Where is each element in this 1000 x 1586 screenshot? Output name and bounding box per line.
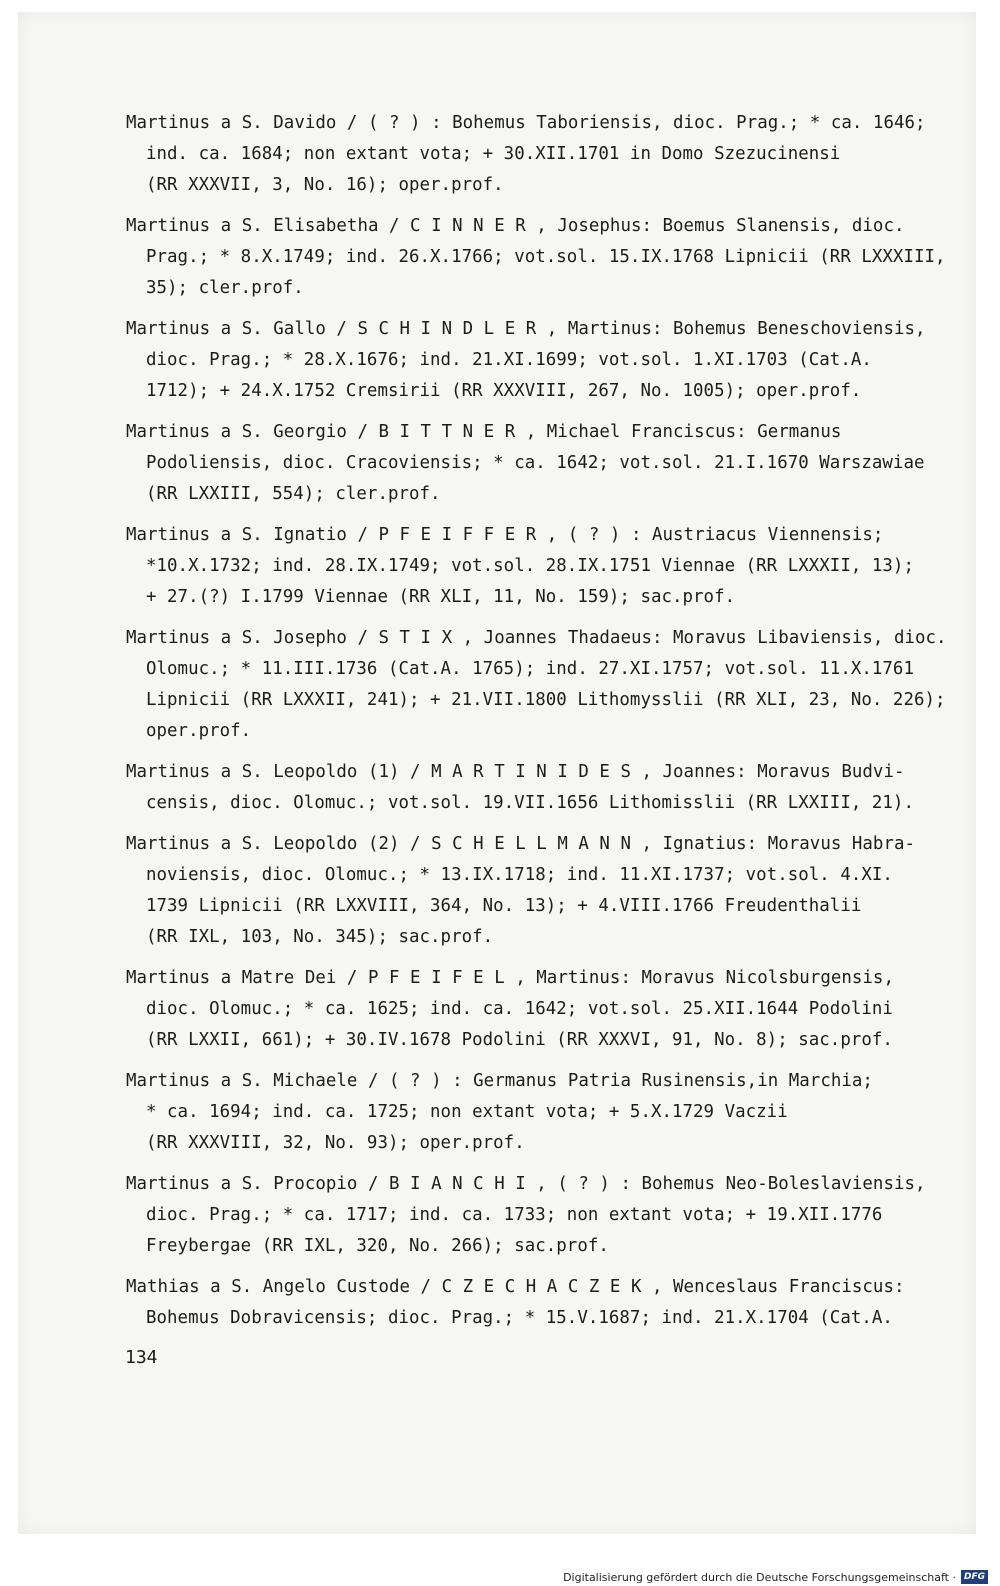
entry <box>126 623 947 747</box>
entry-heading-line: Martinus a S. Davido / ( ? ) : Bohemus Taboriensis, dioc. Prag.; * ca. 1646; <box>126 113 926 133</box>
entry-heading-line: Martinus a S. Georgio / B I T T N E R , Michael Franciscus: Germanus <box>126 422 842 442</box>
dfg-logo-icon: DFG <box>961 1570 988 1584</box>
entry <box>126 963 936 1056</box>
entry <box>126 314 936 407</box>
entry-heading-line: Martinus a S. Ignatio / P F E I F F E R , ( ? ) : Austriacus Viennensis; <box>126 525 884 545</box>
entry-line: 1712); + 24.X.1752 Cremsirii (RR XXXVIII, 267, No. 1005); oper.prof. <box>146 381 862 401</box>
entry-line: censis, dioc. Olomuc.; vot.sol. 19.VII.1656 Lithomisslii (RR LXXIII, 21). <box>146 793 914 813</box>
entry-line: oper.prof. <box>146 721 252 741</box>
entry-heading-line: Martinus a S. Procopio / B I A N C H I , ( ? ) : Bohemus Neo-Boleslaviensis, <box>126 1174 926 1194</box>
entry-heading-line: Mathias a S. Angelo Custode / C Z E C H A C Z E K , Wenceslaus Franciscus: <box>126 1277 905 1297</box>
entry-line: Prag.; * 8.X.1749; ind. 26.X.1766; vot.sol. 15.IX.1768 Lipnicii (RR LXXXIII, <box>146 247 946 267</box>
footer-credit <box>563 1570 988 1584</box>
entry-line: Freybergae (RR IXL, 320, No. 266); sac.prof. <box>146 1236 609 1256</box>
entry <box>126 1169 936 1262</box>
entry-heading-line: Martinus a S. Leopoldo (2) / S C H E L L M A N N , Ignatius: Moravus Habra- <box>126 834 916 854</box>
entry-heading-line: Martinus a S. Josepho / S T I X , Joannes Thadaeus: Moravus Libaviensis, dioc. <box>126 628 947 648</box>
entry <box>126 211 946 304</box>
entry-heading-line: Martinus a S. Leopoldo (1) / M A R T I N I D E S , Joannes: Moravus Budvi- <box>126 762 905 782</box>
entry-heading-line: Martinus a S. Elisabetha / C I N N E R , Josephus: Boemus Slanensis, dioc. <box>126 216 905 236</box>
entry-line: dioc. Prag.; * 28.X.1676; ind. 21.XI.1699; vot.sol. 1.XI.1703 (Cat.A. <box>146 350 872 370</box>
entry-line: 1739 Lipnicii (RR LXXVIII, 364, No. 13); + 4.VIII.1766 Freudenthalii <box>146 896 862 916</box>
entry-line: (RR XXXVII, 3, No. 16); oper.prof. <box>146 175 504 195</box>
entry-line: (RR IXL, 103, No. 345); sac.prof. <box>146 927 494 947</box>
entry <box>126 829 936 953</box>
entry-line: (RR LXXIII, 554); cler.prof. <box>146 484 441 504</box>
entry-line: Lipnicii (RR LXXXII, 241); + 21.VII.1800 Lithomysslii (RR XLI, 23, No. 226); <box>146 690 946 710</box>
entry-list <box>126 108 947 1344</box>
entry-line: (RR LXXII, 661); + 30.IV.1678 Podolini (RR XXXVI, 91, No. 8); sac.prof. <box>146 1030 893 1050</box>
entry-line: Podoliensis, dioc. Cracoviensis; * ca. 1642; vot.sol. 21.I.1670 Warszawiae <box>146 453 925 473</box>
entry-line: dioc. Olomuc.; * ca. 1625; ind. ca. 1642; vot.sol. 25.XII.1644 Podolini <box>146 999 893 1019</box>
entry-line: * ca. 1694; ind. ca. 1725; non extant vota; + 5.X.1729 Vaczii <box>146 1102 788 1122</box>
entry <box>126 520 936 613</box>
entry-heading-line: Martinus a S. Michaele / ( ? ) : Germanus Patria Rusinensis,in Marchia; <box>126 1071 873 1091</box>
entry-line: Olomuc.; * 11.III.1736 (Cat.A. 1765); ind. 27.XI.1757; vot.sol. 11.X.1761 <box>146 659 914 679</box>
footer-text: Digitalisierung gefördert durch die Deutsche Forschungsgemeinschaft · <box>563 1570 956 1584</box>
entry-line: Bohemus Dobravicensis; dioc. Prag.; * 15.V.1687; ind. 21.X.1704 (Cat.A. <box>146 1308 893 1328</box>
entry <box>126 757 936 819</box>
entry-line: ind. ca. 1684; non extant vota; + 30.XII.1701 in Domo Szezucinensi <box>146 144 841 164</box>
entry <box>126 1272 936 1334</box>
entry-line: dioc. Prag.; * ca. 1717; ind. ca. 1733; non extant vota; + 19.XII.1776 <box>146 1205 883 1225</box>
entry <box>126 108 936 201</box>
entry-line: (RR XXXVIII, 32, No. 93); oper.prof. <box>146 1133 525 1153</box>
entry-line: *10.X.1732; ind. 28.IX.1749; vot.sol. 28.IX.1751 Viennae (RR LXXXII, 13); <box>146 556 914 576</box>
entry-heading-line: Martinus a S. Gallo / S C H I N D L E R , Martinus: Bohemus Beneschoviensis, <box>126 319 926 339</box>
entry-heading-line: Martinus a Matre Dei / P F E I F E L , Martinus: Moravus Nicolsburgensis, <box>126 968 894 988</box>
entry-line: 35); cler.prof. <box>146 278 304 298</box>
entry-line: + 27.(?) I.1799 Viennae (RR XLI, 11, No. 159); sac.prof. <box>146 587 736 607</box>
entry <box>126 417 936 510</box>
page-number: 134 <box>125 1347 158 1368</box>
entry <box>126 1066 936 1159</box>
entry-line: noviensis, dioc. Olomuc.; * 13.IX.1718; ind. 11.XI.1737; vot.sol. 4.XI. <box>146 865 893 885</box>
